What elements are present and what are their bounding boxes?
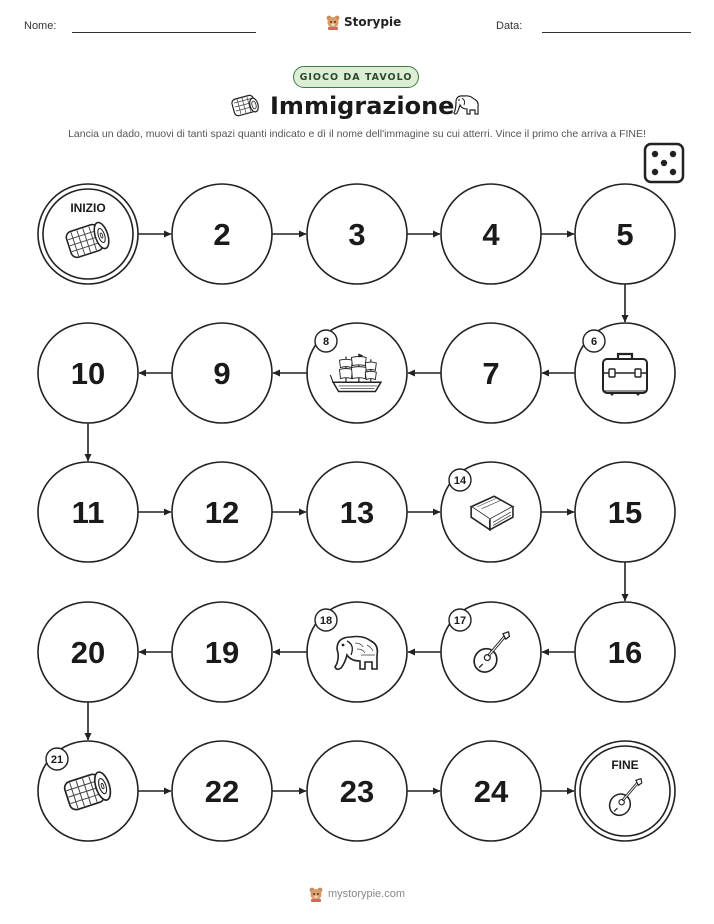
board-space-6 [575, 323, 675, 423]
suitcase-icon [603, 354, 647, 396]
space-number: 10 [70, 356, 106, 391]
board-space-10 [38, 323, 138, 423]
space-number: 19 [204, 635, 240, 670]
space-number-badge: 8 [322, 336, 330, 348]
board-space-1 [38, 184, 138, 284]
board-space-8 [307, 323, 407, 423]
board-space-23 [307, 741, 407, 841]
name-label: Nome: [24, 20, 57, 32]
board-space-17 [441, 602, 541, 702]
space-number-badge: 6 [590, 336, 598, 348]
board-spaces [38, 184, 675, 841]
space-number-badge: 14 [453, 475, 467, 487]
space-number: 7 [482, 356, 500, 391]
date-label: Data: [496, 20, 523, 32]
board-space-14 [441, 462, 541, 562]
board-space-12 [172, 462, 272, 562]
game-type-badge: GIOCO DA TAVOLO [293, 66, 419, 88]
space-number: 12 [204, 495, 240, 530]
board-space-19 [172, 602, 272, 702]
space-number: 15 [607, 495, 643, 530]
footer-brand [308, 886, 405, 902]
board-space-16 [575, 602, 675, 702]
board-space-25 [575, 741, 675, 841]
space-number: 11 [71, 495, 105, 530]
board-space-5 [575, 184, 675, 284]
space-number: 13 [339, 495, 375, 530]
space-number: 2 [213, 217, 231, 252]
board-space-18 [307, 602, 407, 702]
board-space-24 [441, 741, 541, 841]
space-number: 16 [607, 635, 643, 670]
space-number: 5 [616, 217, 634, 252]
space-number: 23 [339, 774, 375, 809]
footer-site: mystorypie.com [328, 888, 406, 900]
space-number-badge: 18 [319, 615, 333, 627]
board-space-9 [172, 323, 272, 423]
bear-mascot-icon [308, 886, 324, 902]
space-number: 24 [473, 774, 509, 809]
board-space-21 [38, 741, 138, 841]
game-title: Immigrazione [270, 92, 455, 120]
board-space-2 [172, 184, 272, 284]
space-label: INIZIO [70, 201, 106, 215]
board-space-3 [307, 184, 407, 284]
space-number: 4 [482, 217, 500, 252]
space-number-badge: 21 [50, 754, 64, 766]
brand-name: Storypie [344, 15, 402, 29]
space-number-badge: 17 [453, 615, 467, 627]
space-number: 20 [70, 635, 106, 670]
board-space-13 [307, 462, 407, 562]
board-space-20 [38, 602, 138, 702]
space-number: 3 [348, 217, 366, 252]
space-label: FINE [611, 758, 639, 772]
instructions: Lancia un dado, muovi di tanti spazi quanti indicato e dì il nome dell'immagine su cui atterri. Vince il primo che arriva a FINE! [68, 128, 646, 140]
board-space-22 [172, 741, 272, 841]
space-number: 22 [204, 774, 240, 809]
board-space-4 [441, 184, 541, 284]
space-number: 9 [213, 356, 231, 391]
board-space-7 [441, 323, 541, 423]
board-space-11 [38, 462, 138, 562]
board-space-15 [575, 462, 675, 562]
